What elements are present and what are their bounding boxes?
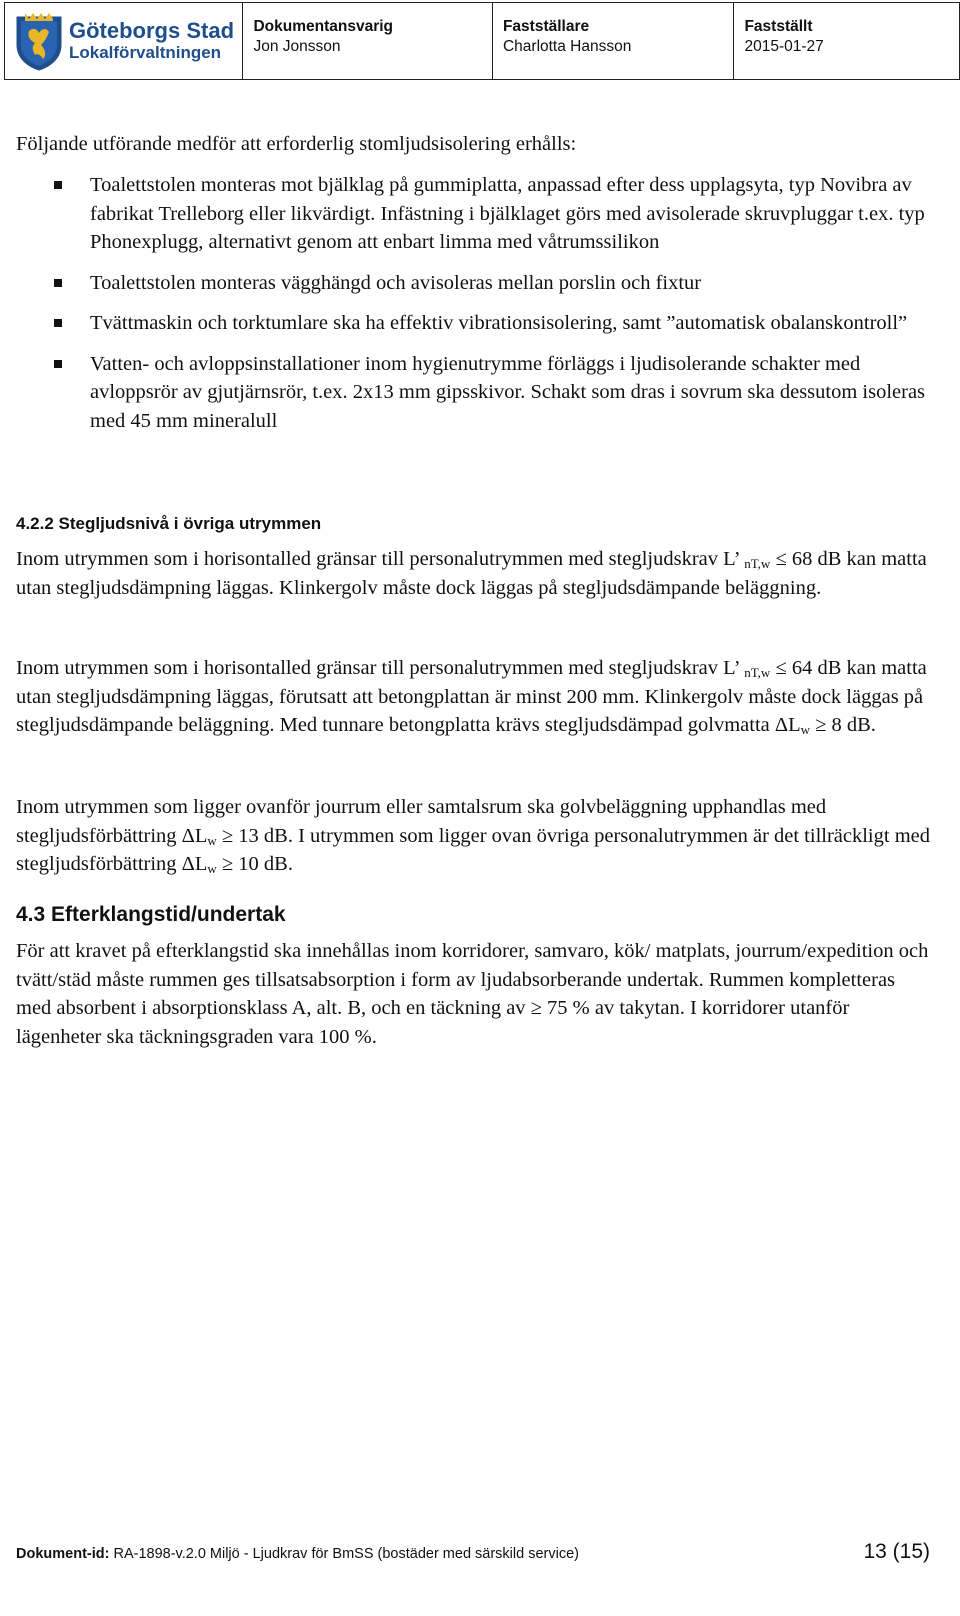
header-date-label: Fastställt — [744, 18, 813, 35]
document-header — [4, 2, 960, 80]
logo — [5, 3, 243, 79]
footer-doc-id-label: Dokument-id: — [16, 1546, 110, 1562]
subscript: w — [207, 832, 217, 848]
list-item — [50, 269, 932, 298]
paragraph-reverberation: För att kravet på efterklangstid ska innehållas inom korridorer, samvaro, kök/ matplats, jourrum/expedition och tvätt/städ måste rummen ges tillsatsabsorption i form av ljudabsorberande undertak. Rummen kompletteras med absorbent i absorptionsklass A, alt. B, och en täckning av ≥ 75 % av takytan. I korridorer utanför lägenheter ska täckningsgraden vara 100 %. — [16, 940, 929, 1048]
bullet-square-icon — [54, 360, 62, 368]
paragraph-impact-68db — [16, 545, 932, 602]
list-item-text: Vatten- och avloppsinstallationer inom hygienutrymme förläggs i ljudisolerande schakter med avloppsrör av gjutjärnsrör, t.ex. 2x13 mm gipsskivor. Schakt som dras i sovrum ska dessutom isoleras med 45 mm mineralull — [90, 352, 926, 432]
paragraph-text: Inom utrymmen som i horisontalled gränsar till personalutrymmen med stegljudskrav L’ — [16, 548, 740, 570]
footer-doc-id — [16, 1546, 579, 1562]
list-item — [50, 350, 932, 436]
header-cell-approver — [493, 3, 735, 79]
intro-paragraph: Följande utförande medför att erforderlig stomljudsisolering erhålls: — [16, 133, 577, 155]
header-date-value: 2015-01-27 — [744, 38, 824, 55]
subscript: nT,w — [744, 665, 771, 680]
subscript: w — [207, 861, 217, 876]
subscript: w — [800, 722, 810, 737]
paragraph-impact-improvement — [16, 793, 932, 879]
paragraph-text: Inom utrymmen som ligger ovanför jourrum eller samtalsrum ska golvbeläggning upphandlas med stegljudsförbättring ΔL — [16, 796, 827, 847]
header-cell-owner — [243, 3, 492, 79]
paragraph-text: ≤ 68 dB kan matta utan stegljudsdämpning läggas. Klinkergolv måste dock läggas på stegljudsdämpande beläggning. — [16, 548, 927, 599]
paragraph-text: ≥ 8 dB. — [815, 714, 876, 736]
paragraph-text: ≥ 13 dB. I utrymmen som ligger ovan övriga personalutrymmen är det tillräckligt med stegljudsförbättring ΔL — [16, 824, 930, 875]
list-item — [50, 309, 932, 338]
subscript: nT,w — [744, 556, 771, 571]
bullet-square-icon — [54, 181, 62, 189]
list-item — [50, 171, 932, 257]
bullet-list — [50, 171, 932, 447]
footer-page-number: 13 (15) — [863, 1540, 930, 1563]
header-approver-label: Fastställare — [502, 18, 590, 35]
list-item-text: Tvättmaskin och torktumlare ska ha effektiv vibrationsisolering, samt ”automatisk obalanskontroll” — [90, 312, 908, 334]
document-footer — [16, 1540, 930, 1572]
paragraph-impact-64db — [16, 654, 932, 740]
logo-line-2: Lokalförvaltningen — [69, 43, 222, 62]
header-owner-value: Jon Jonsson — [253, 38, 341, 55]
paragraph-text: Inom utrymmen som i horisontalled gränsar till personalutrymmen med stegljudskrav L’ — [16, 657, 740, 679]
header-cell-approved-date — [734, 3, 959, 79]
logo-text — [69, 19, 234, 63]
bullet-square-icon — [54, 279, 62, 287]
footer-doc-id-value: RA-1898-v.2.0 Miljö - Ljudkrav för BmSS (bostäder med särskild service) — [113, 1546, 579, 1562]
city-emblem-icon — [15, 11, 63, 71]
list-item-text: Toalettstolen monteras mot bjälklag på gummiplatta, anpassad efter dess upplagsyta, typ Novibra av fabrikat Trelleborg eller likvärdigt. Infästning i bjälklaget görs med avisolerade skruvpluggar t.ex. typ Phonexplugg, alternativt genom att enbart limma med våtrumssilikon — [90, 174, 925, 253]
header-owner-label: Dokumentansvarig — [253, 18, 394, 35]
bullet-square-icon — [54, 319, 62, 327]
list-item-text: Toalettstolen monteras vägghängd och avisoleras mellan porslin och fixtur — [90, 271, 702, 294]
section-heading-4-3: 4.3 Efterklangstid/undertak — [16, 903, 286, 926]
paragraph-text: ≤ 64 dB kan matta utan stegljudsdämpning läggas, förutsatt att betongplattan är minst 200 mm. Klinkergolv måste dock läggas på stegljudsdämpande beläggning. Med tunnare betongplatta krävs stegljudsdämpad golvmatta ΔL — [16, 657, 927, 736]
paragraph-text: ≥ 10 dB. — [221, 853, 293, 875]
logo-line-1: Göteborgs Stad — [69, 18, 235, 43]
section-heading-4-2-2: 4.2.2 Stegljudsnivå i övriga utrymmen — [16, 514, 322, 533]
header-approver-value: Charlotta Hansson — [502, 38, 632, 55]
